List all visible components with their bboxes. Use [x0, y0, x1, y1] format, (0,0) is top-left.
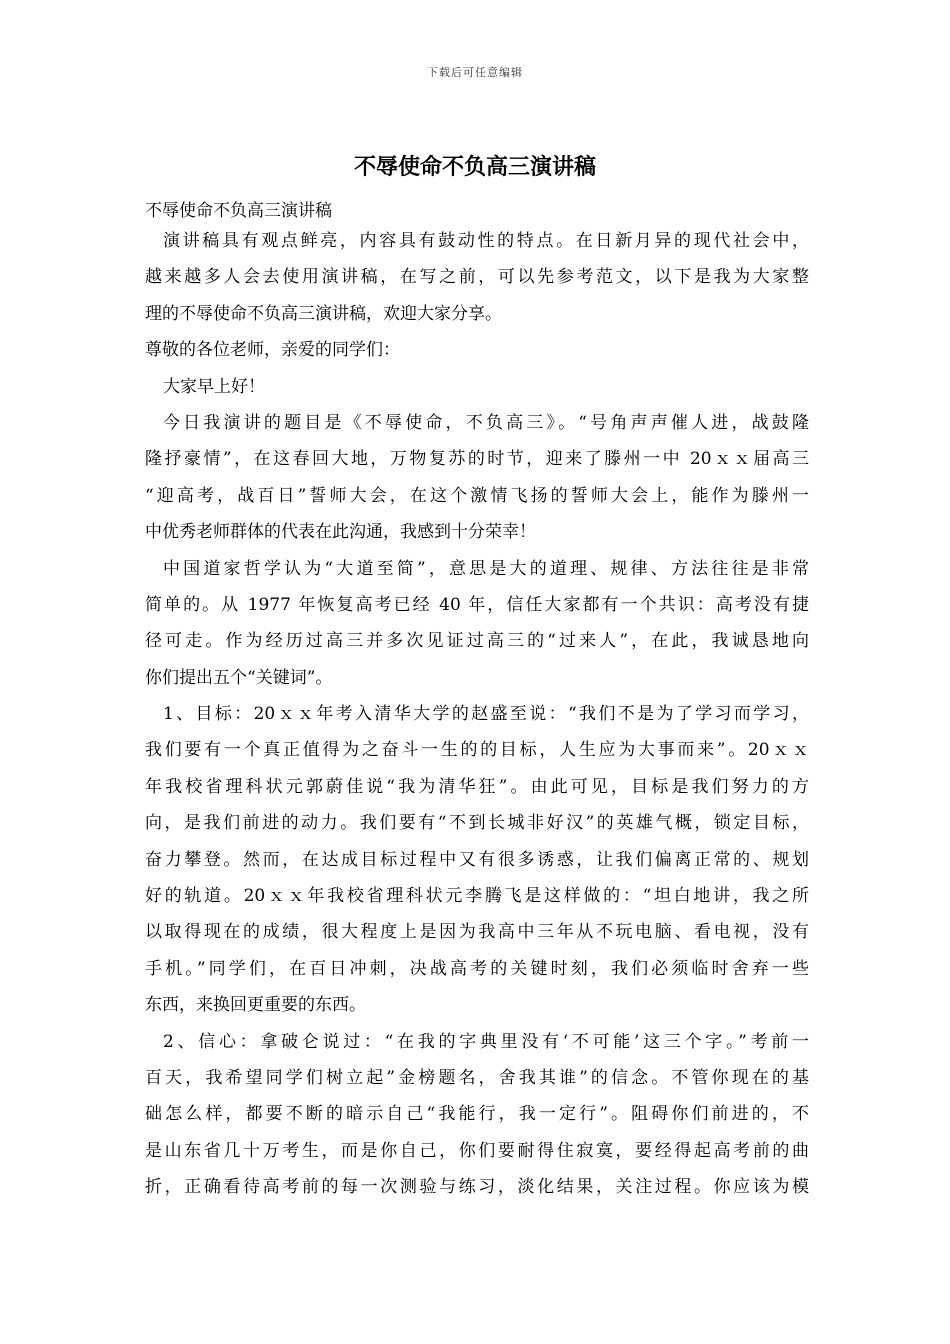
text-line: 今日我演讲的题目是《不辱使命，不负高三》。“号角声声催人进，战鼓隆	[163, 412, 809, 433]
text-line: 越来越多人会去使用演讲稿，在写之前，可以先参考范文，以下是我为大家整	[145, 267, 809, 288]
text-line: 百天，我希望同学们树立起”金榜题名，舍我其谁”的信念。不管你现在的基	[145, 1067, 809, 1088]
text-line: 尊敬的各位老师，亲爱的同学们：	[145, 340, 400, 361]
text-line: 演讲稿具有观点鲜亮，内容具有鼓动性的特点。在日新月异的现代社会中，	[163, 231, 809, 251]
text-line: 我们要有一个真正值得为之奋斗一生的的目标，人生应为大事而来”。20ｘｘ	[145, 740, 809, 761]
text-line: 是山东省几十万考生，而是你自己，你们要耐得住寂寞，要经得起高考前的曲	[145, 1140, 809, 1161]
document-title: 不辱使命不负高三演讲稿	[353, 154, 596, 180]
text-line: 以取得现在的成绩，很大程度上是因为我高中三年从不玩电脑、看电视，没有	[145, 922, 809, 943]
text-line: 隆抒豪情”，在这春回大地，万物复苏的时节，迎来了滕州一中 20ｘｘ届高三	[145, 449, 809, 470]
text-line: 2、信心：拿破仑说过：“在我的字典里没有‘不可能’这三个字。”考前一	[163, 1031, 809, 1052]
text-line: 你们提出五个“关键词”。	[145, 667, 333, 688]
text-line: 奋力攀登。然而，在达成目标过程中又有很多诱惑，让我们偏离正常的、规划	[145, 849, 809, 870]
text-line: 理的不辱使命不负高三演讲稿，欢迎大家分享。	[145, 303, 502, 324]
text-line: 中优秀老师群体的代表在此沟通，我感到十分荣幸！	[145, 522, 536, 543]
text-line: 径可走。作为经历过高三并多次见证过高三的“过来人”，在此，我诚恳地向	[145, 631, 809, 652]
text-line: 向，是我们前进的动力。我们要有“不到长城非好汉”的英雄气概，锁定目标，	[145, 813, 809, 834]
text-line: 折，正确看待高考前的每一次测验与练习，淡化结果，关注过程。你应该为模	[145, 1177, 809, 1198]
document-subtitle: 不辱使命不负高三演讲稿	[145, 201, 332, 221]
text-line: 大家早上好！	[163, 376, 265, 397]
text-line: 1、目标：20ｘｘ年考入清华大学的赵盛至说：“我们不是为了学习而学习，	[163, 704, 809, 725]
text-line: 础怎么样，都要不断的暗示自己“我能行，我一定行”。阻碍你们前进的，不	[145, 1104, 809, 1125]
text-line: 手机。”同学们，在百日冲刺，决战高考的关键时刻，我们必须临时舍弃一些	[145, 958, 809, 979]
text-line: 简单的。从 1977 年恢复高考已经 40 年，信任大家都有一个共识：高考没有捷	[145, 594, 809, 615]
text-line: 年我校省理科状元郭蔚佳说“我为清华狂”。由此可见，目标是我们努力的方	[145, 776, 809, 797]
text-line: 中国道家哲学认为“大道至简”，意思是大的道理、规律、方法往往是非常	[163, 558, 809, 579]
text-line: 东西，来换回更重要的东西。	[145, 995, 366, 1016]
text-line: “迎高考，战百日”誓师大会，在这个激情飞扬的誓师大会上，能作为滕州一	[145, 485, 809, 506]
page-header-note: 下载后可任意编辑	[427, 66, 523, 79]
text-line: 好的轨道。20ｘｘ年我校省理科状元李腾飞是这样做的：“坦白地讲，我之所	[145, 886, 809, 907]
document-body	[145, 193, 809, 1206]
